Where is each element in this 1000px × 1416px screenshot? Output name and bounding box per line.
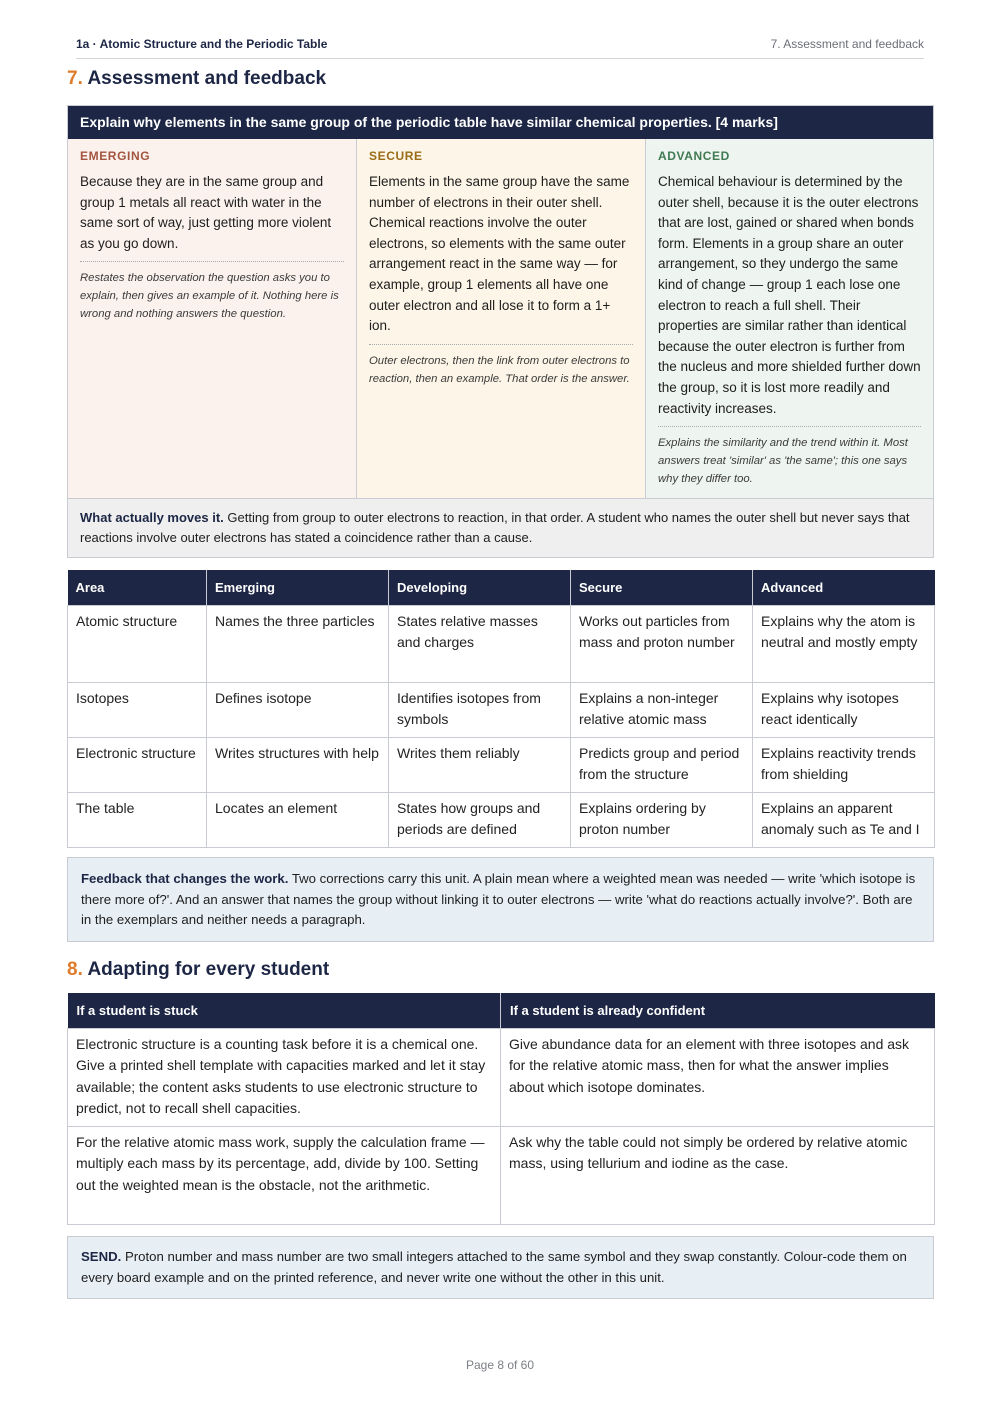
- exemplar-columns: [68, 139, 933, 499]
- exemplar-advanced: [646, 139, 933, 498]
- table-cell: Isotopes: [68, 682, 207, 737]
- exemplar-commentary: Restates the observation the question asks you to explain, then gives an example of it. Nothing here is wrong and nothing answers the question.: [80, 261, 344, 323]
- table-row: [68, 605, 935, 682]
- table-row: [68, 682, 935, 737]
- table-cell: Writes them reliably: [389, 737, 571, 792]
- column-header: If a student is already confident: [501, 993, 935, 1028]
- table-row: [68, 1126, 935, 1224]
- section-number: 8.: [67, 959, 83, 980]
- section-8-heading: [67, 959, 329, 981]
- section-running-title: 7. Assessment and feedback: [770, 37, 924, 51]
- exemplar-secure: [357, 139, 646, 498]
- table-cell: Names the three particles: [207, 605, 389, 682]
- table-cell: Atomic structure: [68, 605, 207, 682]
- section-title: Adapting for every student: [87, 959, 330, 980]
- running-header: [76, 37, 924, 59]
- column-header: Advanced: [753, 570, 935, 605]
- table-cell: Identifies isotopes from symbols: [389, 682, 571, 737]
- send-label: SEND.: [81, 1249, 122, 1264]
- page-number: Page 8 of 60: [465, 1358, 535, 1372]
- what-moves-it-text: Getting from group to outer electrons to reaction, in that order. A student who names the outer shell but never says that reactions involve outer electrons has stated a coincidence rather than a cause.: [80, 510, 910, 545]
- column-header: Developing: [389, 570, 571, 605]
- send-callout: [67, 1236, 934, 1299]
- table-cell: States how groups and periods are defined: [389, 792, 571, 847]
- column-header: If a student is stuck: [68, 993, 501, 1028]
- feedback-text: Two corrections carry this unit. A plain mean where a weighted mean was needed — write 'which isotope is there more of?'. And an answer that names the group without linking it to outer electrons — write 'what do reactions actually involve?'. Both are in the exemplars and neither needs a paragraph.: [81, 871, 916, 928]
- table-row: [68, 1028, 935, 1126]
- question-prompt: Explain why elements in the same group of the periodic table have similar chemical properties. [4 marks]: [68, 106, 933, 139]
- table-cell: Explains a non-integer relative atomic mass: [571, 682, 753, 737]
- unit-title: 1a · Atomic Structure and the Periodic Table: [76, 37, 328, 51]
- table-cell: Writes structures with help: [207, 737, 389, 792]
- exemplar-answer: Because they are in the same group and group 1 metals all react with water in the same sort of way, just getting more violent as you go down.: [80, 174, 332, 251]
- section-7-heading: [67, 68, 326, 90]
- feedback-callout: [67, 857, 934, 942]
- table-cell: For the relative atomic mass work, supply the calculation frame — multiply each mass by its percentage, add, divide by 100. Setting out the weighted mean is the obstacle, not the arithmetic.: [68, 1126, 501, 1224]
- table-cell: Explains reactivity trends from shielding: [753, 737, 935, 792]
- table-cell: Defines isotope: [207, 682, 389, 737]
- table-row: [68, 792, 935, 847]
- exemplar-label: ADVANCED: [658, 149, 730, 163]
- column-header: Secure: [571, 570, 753, 605]
- table-cell: Works out particles from mass and proton number: [571, 605, 753, 682]
- table-cell: Electronic structure: [68, 737, 207, 792]
- table-header-row: [68, 993, 935, 1028]
- what-moves-it-label: What actually moves it.: [80, 510, 224, 525]
- table-cell: Locates an element: [207, 792, 389, 847]
- exemplar-answer: Elements in the same group have the same number of electrons in their outer shell. Chemical reactions involve the outer electrons, so elements with the same outer arrangement react in the same way — for example, group 1 elements all have one outer electron and all lose it to form a 1+ ion.: [369, 174, 630, 334]
- section-title: Assessment and feedback: [87, 68, 327, 89]
- section-number: 7.: [67, 68, 83, 89]
- table-cell: Explains why the atom is neutral and mostly empty: [753, 605, 935, 682]
- table-cell: Explains an apparent anomaly such as Te and I: [753, 792, 935, 847]
- progression-table: [67, 570, 935, 848]
- table-cell: Predicts group and period from the structure: [571, 737, 753, 792]
- table-cell: Give abundance data for an element with three isotopes and ask for the relative atomic mass, then for what the answer implies about which isotope dominates.: [501, 1028, 935, 1126]
- exemplar-label: SECURE: [369, 149, 423, 163]
- table-header-row: [68, 570, 935, 605]
- table-cell: States relative masses and charges: [389, 605, 571, 682]
- table-cell: Explains ordering by proton number: [571, 792, 753, 847]
- table-cell: The table: [68, 792, 207, 847]
- adapting-table: [67, 993, 935, 1225]
- exemplar-label: EMERGING: [80, 149, 151, 163]
- table-row: [68, 737, 935, 792]
- exemplar-emerging: [68, 139, 357, 498]
- feedback-label: Feedback that changes the work.: [81, 871, 289, 886]
- column-header: Emerging: [207, 570, 389, 605]
- table-cell: Electronic structure is a counting task before it is a chemical one. Give a printed shell template with capacities marked and let it stay available; the content asks students to use electronic structure to predict, not to recall shell capacities.: [68, 1028, 501, 1126]
- exemplar-commentary: Explains the similarity and the trend within it. Most answers treat 'similar' as 'the same'; this one says why they differ too.: [658, 426, 921, 488]
- exemplar-answer: Chemical behaviour is determined by the outer shell, because it is the outer electrons that are lost, gained or shared when bonds form. Elements in a group share an outer arrangement, so they undergo the same kind of change — group 1 each lose one electron to reach a full shell. Their properties are similar rather than identical because the outer electron is further from the nucleus and more shielded further down the group, so it is lost more readily and reactivity increases.: [658, 174, 921, 416]
- exemplar-commentary: Outer electrons, then the link from outer electrons to reaction, then an example. That order is the answer.: [369, 344, 633, 388]
- column-header: Area: [68, 570, 207, 605]
- exemplar-card: [67, 105, 934, 558]
- table-cell: Explains why isotopes react identically: [753, 682, 935, 737]
- table-cell: Ask why the table could not simply be ordered by relative atomic mass, using tellurium and iodine as the case.: [501, 1126, 935, 1224]
- send-text: Proton number and mass number are two small integers attached to the same symbol and they swap constantly. Colour-code them on every board example and on the printed reference, and never write one without the other in this unit.: [81, 1249, 907, 1285]
- what-moves-it: [68, 499, 933, 557]
